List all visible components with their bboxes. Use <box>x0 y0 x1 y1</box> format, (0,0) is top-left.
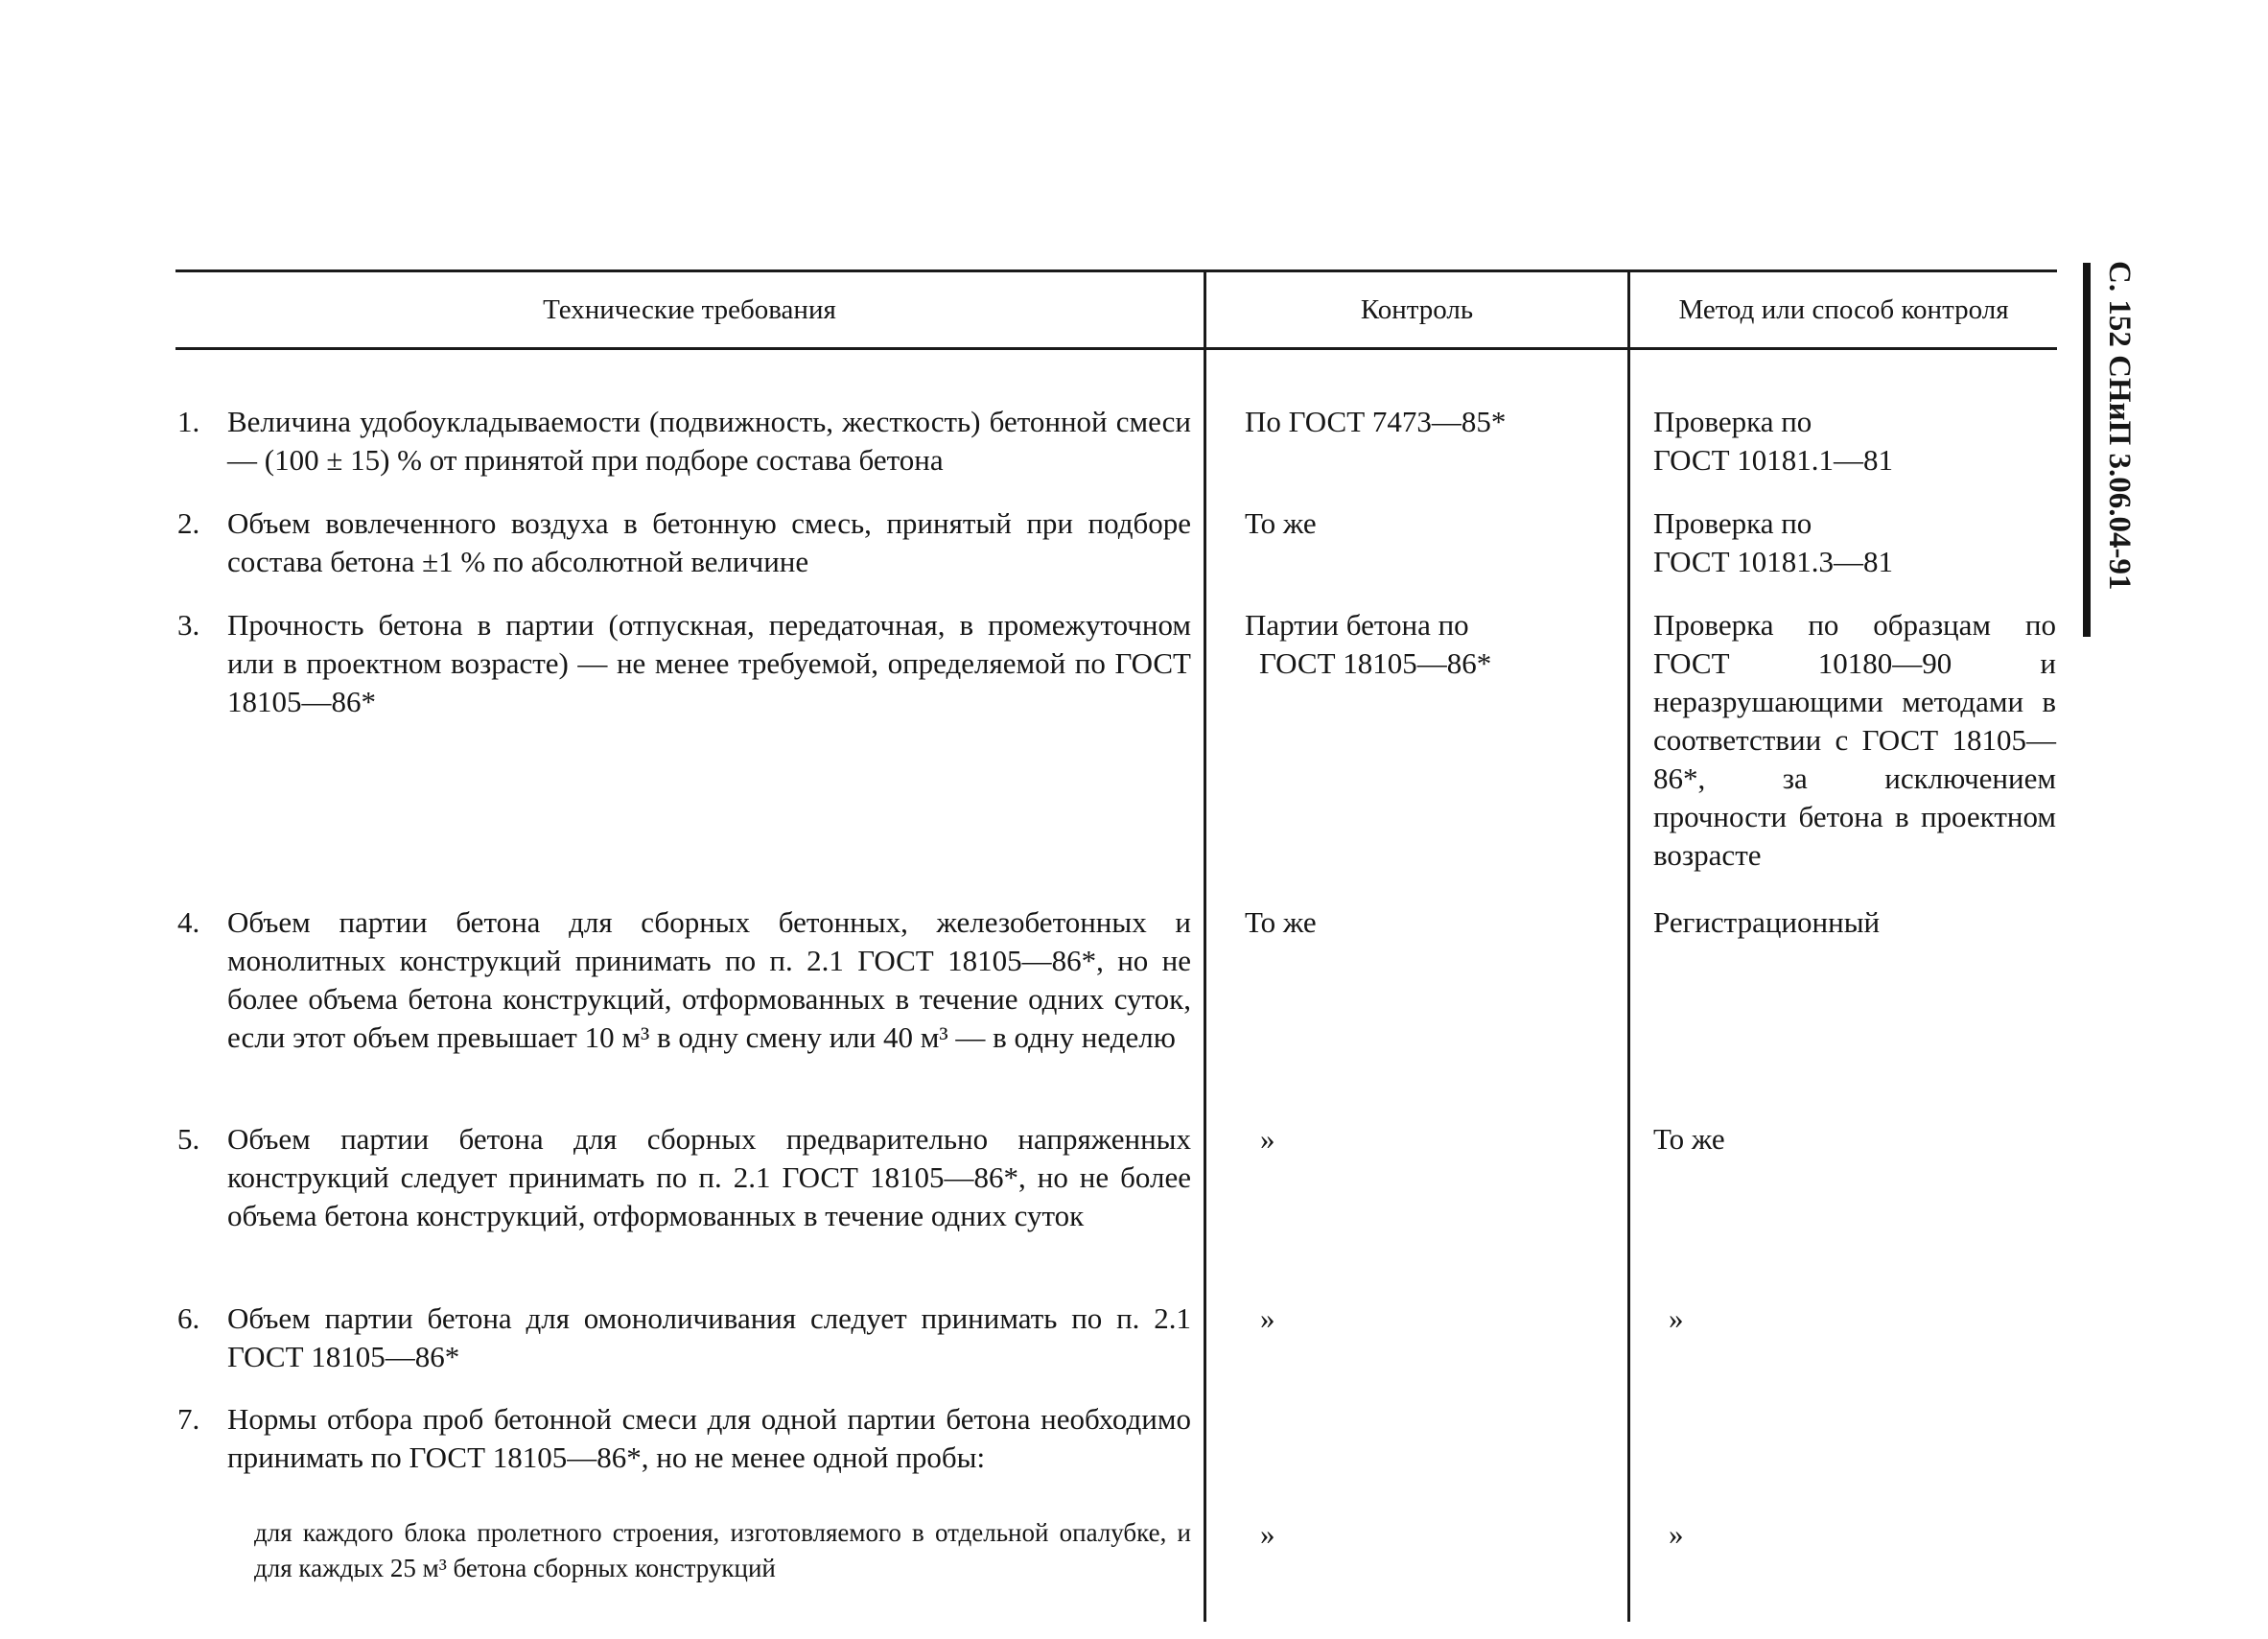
row-7-text: Нормы отбора проб бетонной смеси для одной партии бетона необходимо принимать по ГОСТ 18105—86*, но не менее одной пробы: <box>227 1402 1191 1474</box>
row-3-number: 3. <box>177 608 200 642</box>
row-3-method: Проверка по образцам по ГОСТ 10180—90 и неразрушающими методами в соответствии с ГОСТ 18105—86*, за исключением прочности бетона в проектном возрасте <box>1653 608 2056 872</box>
row-5-method: То же <box>1653 1122 1725 1156</box>
row-3-control-line-1: Партии бетона по <box>1245 608 1469 642</box>
row-3-text: Прочность бетона в партии (отпускная, передаточная, в промежуточном или в проектном возрасте) — не менее требуемой, определяемой по ГОСТ 18105—86* <box>227 608 1191 718</box>
header-requirements: Технические требования <box>543 294 836 325</box>
row-3-control-line-2: ГОСТ 18105—86* <box>1259 646 1492 680</box>
side-header: С. 152 СНиП 3.06.04-91 <box>2102 261 2137 591</box>
row-4-control: То же <box>1245 905 1317 939</box>
row-2-control: То же <box>1245 506 1317 540</box>
row-1-method-line-2: ГОСТ 10181.1—81 <box>1653 443 1894 477</box>
row-4-text: Объем партии бетона для сборных бетонных, железобетонных и монолитных конструкций принимать по п. 2.1 ГОСТ 18105—86*, но не более объема бетона конструкций, отформованных в течение одних суток, если этот объем превышает 10 м³ в одну смену или 40 м³ — в одну неделю <box>227 905 1191 1054</box>
row-6-number: 6. <box>177 1301 200 1335</box>
row-1-number: 1. <box>177 405 200 438</box>
row-6-text: Объем партии бетона для омоноличивания следует принимать по п. 2.1 ГОСТ 18105—86* <box>227 1301 1191 1373</box>
row-7-number: 7. <box>177 1402 200 1436</box>
row-4-method: Регистрационный <box>1653 905 1881 939</box>
column-divider-2 <box>1627 269 1630 1622</box>
header-bottom-rule <box>175 347 2057 350</box>
row-2-method-line-2: ГОСТ 10181.3—81 <box>1653 545 1894 578</box>
table-top-rule <box>175 269 2057 272</box>
row-2-text: Объем вовлеченного воздуха в бетонную смесь, принятый при подборе состава бетона ±1 % по абсолютной величине <box>227 506 1191 578</box>
row-6-method: » <box>1669 1301 1684 1335</box>
row-7-control: » <box>1260 1517 1275 1551</box>
header-control: Контроль <box>1360 294 1474 325</box>
header-method: Метод или способ контроля <box>1678 294 2009 325</box>
row-2-method-line-1: Проверка по <box>1653 506 1812 540</box>
row-7-method: » <box>1669 1517 1684 1551</box>
row-1-control: По ГОСТ 7473—85* <box>1245 405 1507 438</box>
row-1-text: Величина удобоукладываемости (подвижность, жесткость) бетонной смеси — (100 ± 15) % от принятой при подборе состава бетона <box>227 405 1191 477</box>
row-7-sub-text: для каждого блока пролетного строения, изготовляемого в отдельной опалубке, и для каждых 25 м³ бетона сборных конструкций <box>254 1518 1191 1582</box>
column-divider-1 <box>1204 269 1206 1622</box>
row-5-control: » <box>1260 1122 1275 1156</box>
row-1-method-line-1: Проверка по <box>1653 405 1812 438</box>
row-2-number: 2. <box>177 506 200 540</box>
row-4-number: 4. <box>177 905 200 939</box>
side-header-bar <box>2083 263 2091 637</box>
row-5-text: Объем партии бетона для сборных предварительно напряженных конструкций следует принимать по п. 2.1 ГОСТ 18105—86*, но не более объема бетона конструкций, отформованных в течение одних суток <box>227 1122 1191 1232</box>
row-6-control: » <box>1260 1301 1275 1335</box>
row-5-number: 5. <box>177 1122 200 1156</box>
